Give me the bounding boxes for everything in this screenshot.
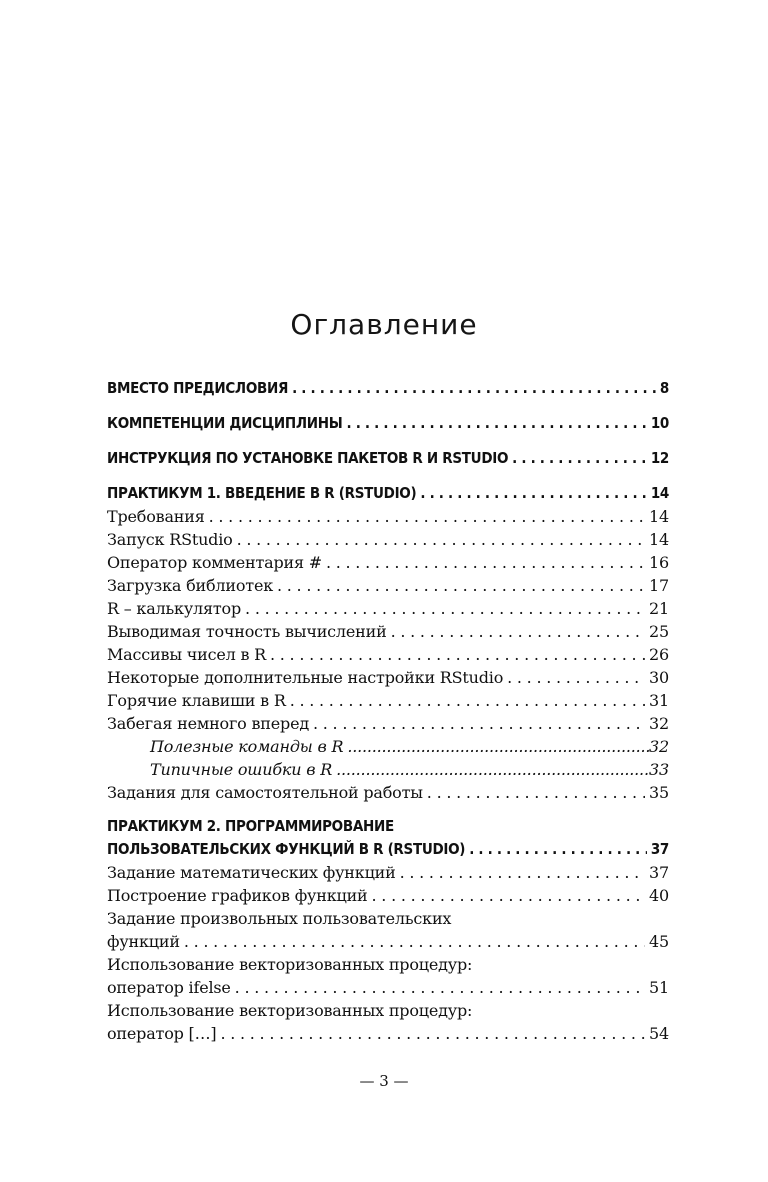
dot-leader [290, 689, 645, 712]
toc-entry-page: 35 [649, 783, 669, 802]
dot-leader [270, 643, 645, 666]
toc-entry[interactable] [107, 666, 669, 689]
toc-entry-title: Задание математических функций [107, 863, 396, 882]
dot-leader [245, 597, 645, 620]
toc-entry[interactable] [107, 643, 669, 666]
dot-leader [512, 447, 647, 470]
toc-entry-page: 31 [649, 691, 669, 710]
toc-entry[interactable] [107, 976, 669, 999]
dot-leader [313, 712, 645, 735]
toc-entry[interactable] [107, 447, 669, 470]
toc-entry[interactable] [107, 597, 669, 620]
dot-leader [326, 551, 645, 574]
toc-entry-page: 26 [649, 645, 669, 664]
toc-entry-title: R – калькулятор [107, 599, 242, 618]
toc-entry[interactable] [107, 377, 669, 400]
toc-entry-page: 37 [650, 840, 669, 858]
toc-entry-title: Выводимая точность вычислений [107, 622, 387, 641]
toc-entry-title: ПРАКТИКУМ 1. ВВЕДЕНИЕ В R (RSTUDIO) [107, 484, 417, 502]
toc-entry-title: Загрузка библиотек [107, 576, 274, 595]
toc-entry-page: 17 [649, 576, 669, 595]
toc-entry-title: Построение графиков функций [107, 886, 368, 905]
toc-entry-page: 14 [649, 530, 669, 549]
toc-entry-title: Полезные команды в R [150, 737, 344, 756]
dot-leader [209, 505, 645, 528]
dot-leader [400, 861, 645, 884]
toc-entry[interactable] [107, 815, 669, 838]
toc-entry[interactable] [107, 482, 669, 505]
toc-entry-title: Оператор комментария # [107, 553, 322, 572]
toc-entry-page: 32 [649, 714, 669, 733]
toc-entry-page: 30 [649, 668, 669, 687]
toc-entry-title: Использование векторизованных процедур: [107, 955, 473, 974]
dot-leader [292, 377, 656, 400]
toc-entry[interactable] [107, 907, 669, 930]
toc-entry-page: 51 [649, 978, 669, 997]
dot-leader [220, 1022, 645, 1045]
toc-entry-title: ПОЛЬЗОВАТЕЛЬСКИХ ФУНКЦИЙ В R (RSTUDIO) [107, 840, 466, 858]
toc-subentry[interactable] [107, 758, 669, 781]
toc-entry-page: 45 [649, 932, 669, 951]
dot-leader [427, 781, 645, 804]
dot-leader [277, 574, 645, 597]
toc-entry[interactable] [107, 712, 669, 735]
dot-leader [420, 482, 646, 505]
toc-entry[interactable] [107, 412, 669, 435]
toc-entry-title: оператор […] [107, 1024, 217, 1043]
toc-subentry[interactable] [107, 735, 669, 758]
toc-entry-page: 37 [649, 863, 669, 882]
page-title: Оглавление [290, 308, 478, 341]
toc-entry[interactable] [107, 953, 669, 976]
toc-entry-page: 54 [649, 1024, 669, 1043]
dot-leader [347, 735, 649, 758]
toc-entry[interactable] [107, 551, 669, 574]
toc-entry-title: оператор ifelse [107, 978, 231, 997]
toc-entry-title: ВМЕСТО ПРЕДИСЛОВИЯ [107, 379, 289, 397]
toc-entry-page: 21 [649, 599, 669, 618]
dot-leader [346, 412, 646, 435]
dot-leader [372, 884, 646, 907]
table-of-contents [107, 377, 669, 1045]
page-number: — 3 — [359, 1072, 409, 1090]
toc-entry-title: ИНСТРУКЦИЯ ПО УСТАНОВКЕ ПАКЕТОВ R И RSTUDIO [107, 449, 509, 467]
toc-entry-title: Типичные ошибки в R [150, 760, 333, 779]
toc-entry[interactable] [107, 1022, 669, 1045]
toc-entry-title: Запуск RStudio [107, 530, 233, 549]
toc-entry[interactable] [107, 884, 669, 907]
toc-entry-page: 12 [650, 449, 669, 467]
toc-entry-page: 33 [649, 760, 669, 779]
toc-entry-page: 25 [649, 622, 669, 641]
toc-entry-title: функций [107, 932, 180, 951]
toc-entry-title: КОМПЕТЕНЦИИ ДИСЦИПЛИНЫ [107, 414, 343, 432]
toc-entry-title: Некоторые дополнительные настройки RStudio [107, 668, 504, 687]
toc-entry-title: Требования [107, 507, 205, 526]
toc-entry-title: ПРАКТИКУМ 2. ПРОГРАММИРОВАНИЕ [107, 817, 394, 835]
dot-leader [507, 666, 645, 689]
toc-entry-title: Задания для самостоятельной работы [107, 783, 423, 802]
toc-entry[interactable] [107, 574, 669, 597]
dot-leader [391, 620, 645, 643]
toc-entry-page: 32 [649, 737, 669, 756]
toc-entry[interactable] [107, 781, 669, 804]
toc-entry[interactable] [107, 838, 669, 861]
toc-entry[interactable] [107, 620, 669, 643]
dot-leader [235, 976, 645, 999]
toc-entry[interactable] [107, 505, 669, 528]
dot-leader [469, 838, 647, 861]
toc-entry[interactable] [107, 528, 669, 551]
toc-entry[interactable] [107, 930, 669, 953]
toc-entry-page: 16 [649, 553, 669, 572]
toc-entry-page: 8 [659, 379, 669, 397]
dot-leader [184, 930, 645, 953]
toc-entry-title: Горячие клавиши в R [107, 691, 286, 710]
toc-entry-title: Массивы чисел в R [107, 645, 266, 664]
dot-leader [336, 758, 649, 781]
toc-entry-title: Забегая немного вперед [107, 714, 309, 733]
toc-entry[interactable] [107, 999, 669, 1022]
toc-entry-title: Использование векторизованных процедур: [107, 1001, 473, 1020]
toc-entry-page: 40 [649, 886, 669, 905]
toc-entry-page: 10 [650, 414, 669, 432]
dot-leader [237, 528, 645, 551]
toc-entry-page: 14 [649, 507, 669, 526]
toc-entry[interactable] [107, 689, 669, 712]
toc-entry[interactable] [107, 861, 669, 884]
toc-entry-page: 14 [650, 484, 669, 502]
toc-entry-title: Задание произвольных пользовательских [107, 909, 452, 928]
